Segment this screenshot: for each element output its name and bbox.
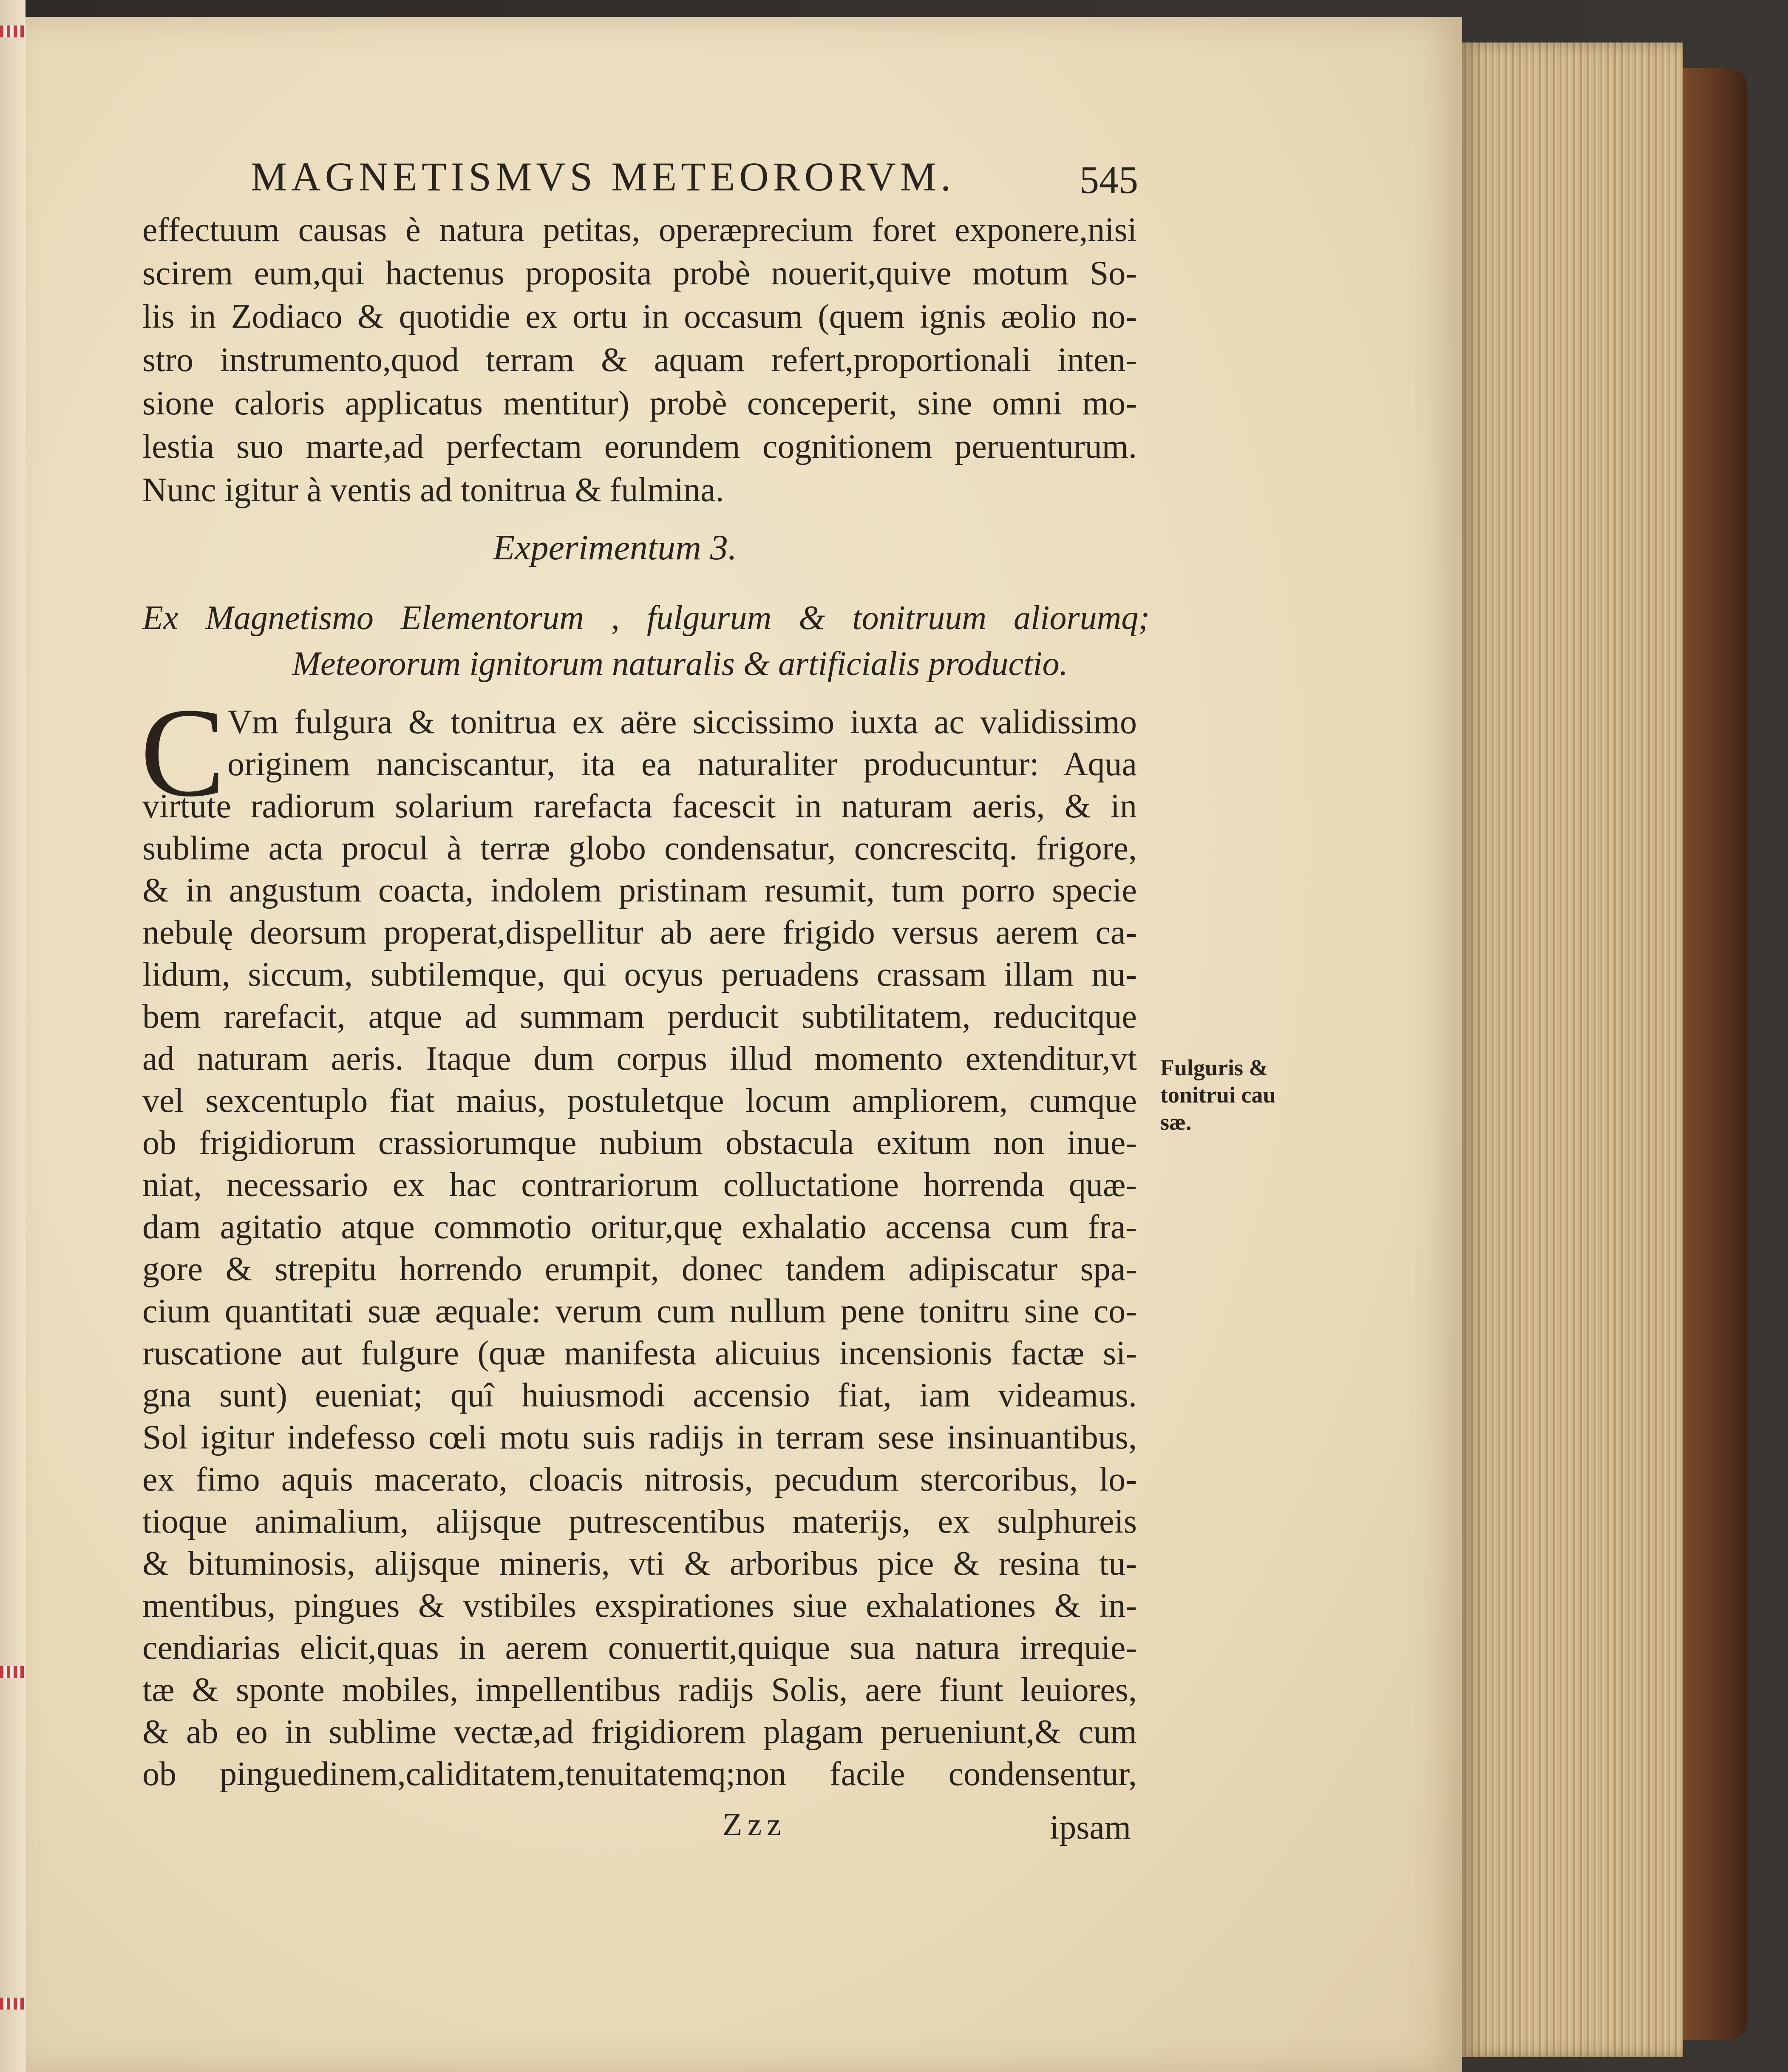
- marginal-note-line: sæ.: [1160, 1109, 1192, 1135]
- text-line: ruscatione aut fulgure (quæ manifesta alicuius incensionis factæ si-: [142, 1335, 1137, 1372]
- signature-mark: Zzz: [723, 1807, 786, 1842]
- text-line: lidum, siccum, subtilemque, qui ocyus peruadens crassam illam nu-: [142, 956, 1137, 993]
- text-line: Vm fulgura & tonitrua ex aëre siccissimo iuxta ac validissimo: [227, 703, 1137, 741]
- previous-page-edge: [0, 0, 26, 2072]
- drop-cap: C: [140, 682, 226, 823]
- text-line: cendiarias elicit,quas in aerem conuertit,quique sua natura irrequie-: [142, 1629, 1137, 1667]
- text-line: stro instrumento,quod terram & aquam refert,proportionali inten-: [142, 341, 1137, 379]
- binding-stitch: [0, 1998, 26, 2010]
- paragraph-2: [140, 682, 1137, 1795]
- text-line: originem nanciscantur, ita ea naturaliter producuntur: Aqua: [227, 745, 1137, 783]
- text-line: vel sexcentuplo fiat maius, postuletque locum ampliorem, cumque: [142, 1082, 1137, 1120]
- marginal-note-line: Fulguris &: [1160, 1055, 1268, 1080]
- text-line: niat, necessario ex hac contrariorum colluctatione horrenda quæ-: [142, 1166, 1137, 1204]
- text-line: tæ & sponte mobiles, impellentibus radijs Solis, aere fiunt leuiores,: [142, 1671, 1137, 1709]
- text-line: lis in Zodiaco & quotidie ex ortu in occasum (quem ignis æolio no-: [142, 298, 1137, 335]
- binding-stitch: [0, 1666, 26, 1678]
- marginal-note: [1160, 1054, 1288, 1136]
- page-block-edges: [1462, 43, 1683, 2057]
- text-line: effectuum causas è natura petitas, operæprecium foret exponere,nisi: [142, 211, 1137, 249]
- text-line: & in angustum coacta, indolem pristinam resumit, tum porro specie: [142, 872, 1137, 909]
- text-line: tioque animalium, alijsque putrescentibus materijs, ex sulphureis: [142, 1503, 1137, 1540]
- binding-stitch: [0, 26, 26, 37]
- text-line: & ab eo in sublime vectæ,ad frigidiorem plagam perueniunt,& cum: [142, 1713, 1137, 1751]
- text-line: lestia suo marte,ad perfectam eorundem cognitionem peruenturum.: [142, 428, 1137, 465]
- text-line: Nunc igitur à ventis ad tonitrua & fulmina.: [142, 471, 724, 509]
- text-line: ad naturam aeris. Itaque dum corpus illud momento extenditur,vt: [142, 1040, 1137, 1077]
- book-cover: [1683, 68, 1747, 2040]
- text-line: nebulę deorsum properat,dispellitur ab aere frigido versus aerem ca-: [142, 914, 1137, 951]
- text-line: virtute radiorum solarium rarefacta facescit in naturam aeris, & in: [142, 788, 1137, 825]
- text-line: dam agitatio atque commotio oritur,quę exhalatio accensa cum fra-: [142, 1208, 1137, 1246]
- text-line: gore & strepitu horrendo erumpit, donec tandem adipiscatur spa-: [142, 1250, 1137, 1288]
- text-line: gna sunt) eueniat; quî huiusmodi accensio fiat, iam videamus.: [142, 1377, 1137, 1414]
- text-line: scirem eum,qui hactenus proposita probè nouerit,quive motum So-: [142, 255, 1137, 292]
- page-number: 545: [1080, 158, 1138, 201]
- book-page: [26, 17, 1462, 2072]
- marginal-note-line: tonitrui cau: [1160, 1082, 1276, 1108]
- text-line: sublime acta procul à terræ globo condensatur, concrescitq. frigore,: [142, 830, 1137, 867]
- paragraph-1: [142, 208, 1137, 512]
- text-line: mentibus, pingues & vstibiles exspirationes siue exhalationes & in-: [142, 1587, 1137, 1624]
- experiment-title: [142, 595, 1150, 687]
- running-head: MAGNETISMVS METEORORVM.: [251, 154, 955, 199]
- text-line: sione caloris applicatus mentitur) probè conceperit, sine omni mo-: [142, 385, 1137, 422]
- text-line: bem rarefacit, atque ad summam perducit subtilitatem, reducitque: [142, 998, 1137, 1035]
- text-line: ob frigidiorum crassiorumque nubium obstacula exitum non inue-: [142, 1124, 1137, 1162]
- experiment-heading: Experimentum 3.: [493, 528, 737, 567]
- title-line: Ex Magnetismo Elementorum , fulgurum & tonitruum aliorumq;: [142, 599, 1150, 637]
- title-line: Meteororum ignitorum naturalis & artificialis productio.: [292, 645, 1068, 683]
- text-line: Sol igitur indefesso cœli motu suis radijs in terram sese insinuantibus,: [142, 1419, 1137, 1456]
- catchword: ipsam: [1050, 1809, 1131, 1846]
- text-line: cium quantitati suæ æquale: verum cum nullum pene tonitru sine co-: [142, 1293, 1137, 1330]
- text-line: ob pinguedinem,caliditatem,tenuitatemq;non facile condensentur,: [142, 1755, 1137, 1793]
- text-line: & bituminosis, alijsque mineris, vti & arboribus pice & resina tu-: [142, 1545, 1137, 1582]
- text-line: ex fimo aquis macerato, cloacis nitrosis, pecudum stercoribus, lo-: [142, 1461, 1137, 1498]
